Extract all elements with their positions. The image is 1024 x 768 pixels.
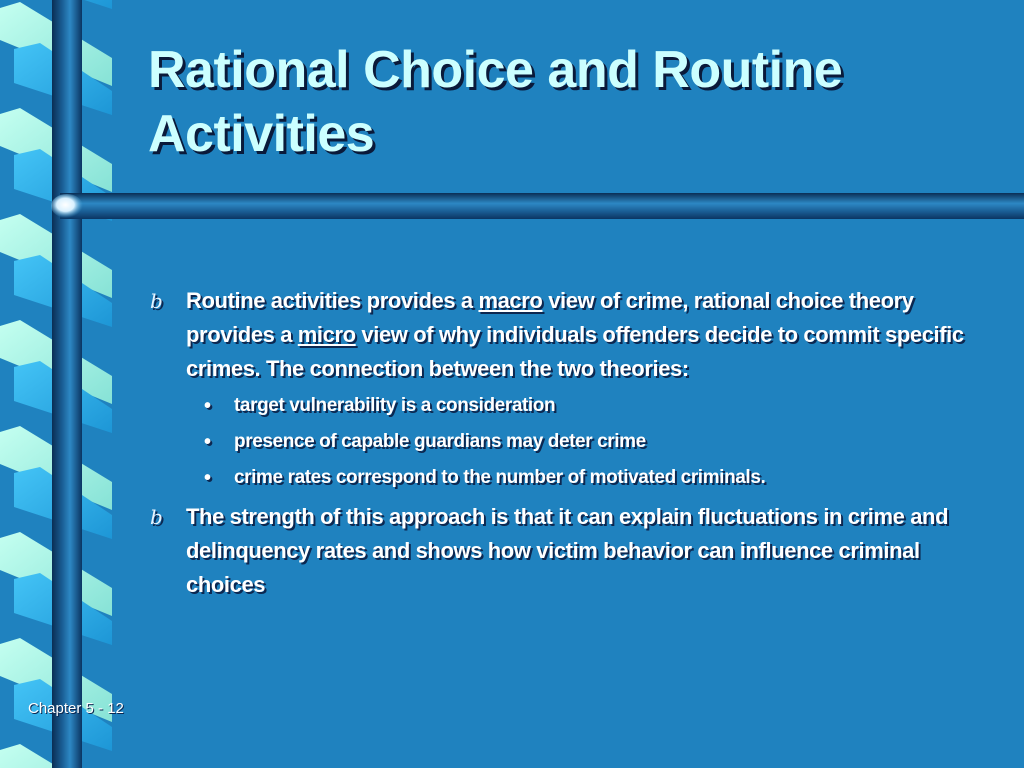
horizontal-rail [60,193,1024,219]
slide-footer: Chapter 5 - 12 [28,700,124,717]
sub-bullet-dot: • [204,467,211,489]
sub-bullet [192,460,978,496]
sub-bullet-dot: • [204,431,211,453]
bullet1-text-after: view of why individuals offenders decide to commit specific crimes. The connection between the two theories: [186,322,964,381]
bullet-glyph: b [150,505,163,529]
bullet2-text: The strength of this approach is that it can explain fluctuations in crime and delinquency rates and shows how victim behavior can influence criminal choices [186,504,949,597]
bullet1-text-mid: view of crime, rational choice theory provides a [186,288,914,347]
bullet-glyph: b [150,289,163,313]
bullet-routine-activities [148,284,978,386]
sub-bullet-list [192,388,978,496]
sub-bullet-dot: • [204,395,211,417]
title-line-1: Rational Choice and Routine [148,41,843,99]
sub-bullet [192,424,978,460]
title-line-2: Activities [148,105,375,163]
slide-content [148,284,978,602]
vertical-rail [52,0,82,768]
bullet-strength-of-approach [148,500,978,602]
sub-bullet-text: presence of capable guardians may deter crime [234,431,646,452]
sub-bullet-text: target vulnerability is a consideration [234,395,556,416]
macro-term: macro [478,288,543,313]
micro-term: micro [297,322,356,347]
sub-bullet-text: crime rates correspond to the number of motivated criminals. [234,467,766,488]
rail-knob [51,194,83,218]
bullet1-text-before: Routine activities provides a [186,288,479,313]
sub-bullet [192,388,978,424]
slide-title [148,38,1008,166]
